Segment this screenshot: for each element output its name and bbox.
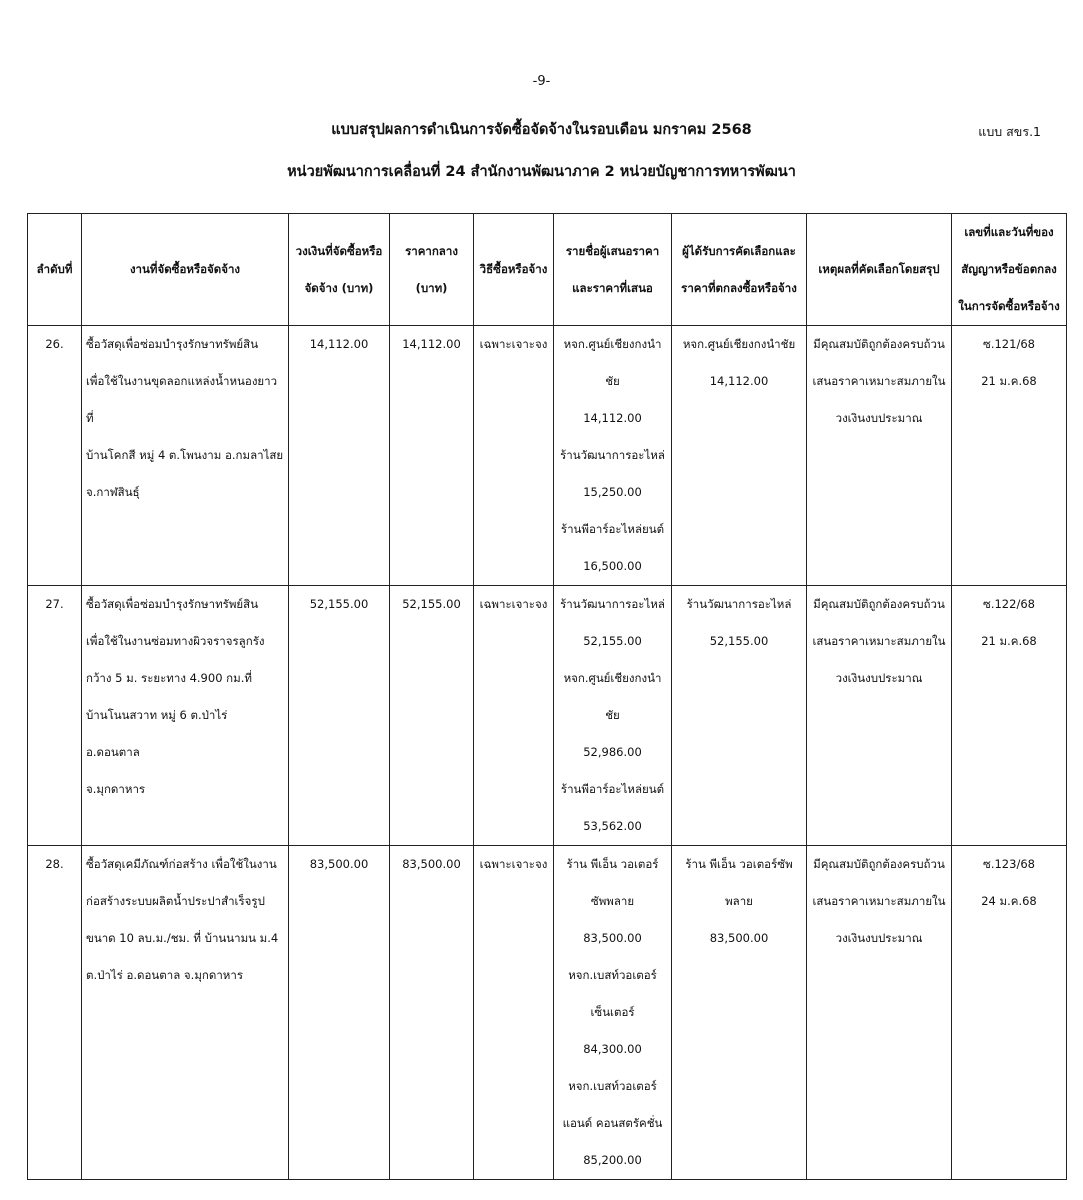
row-reason: มีคุณสมบัติถูกต้องครบถ้วน เสนอราคาเหมาะสมภายใน วงเงินงบประมาณ: [807, 326, 952, 586]
row-method: เฉพาะเจาะจง: [474, 846, 554, 1180]
row-contract: ซ.122/68 21 ม.ค.68: [952, 586, 1067, 846]
table-row: [28, 846, 1067, 1180]
row-item: ซื้อวัสดุเพื่อซ่อมบำรุงรักษาทรัพย์สิน เพื่อใช้ในงานซ่อมทางผิวจราจรลูกรัง กว้าง 5 ม. ระยะทาง 4.900 กม.ที่ บ้านโนนสวาท หมู่ 6 ต.ป่าไร่ อ.ดอนตาล จ.มุกดาหาร: [82, 586, 289, 846]
row-budget: 83,500.00: [289, 846, 390, 1180]
row-median-price: 52,155.00: [390, 586, 474, 846]
procurement-summary-table: [27, 213, 1067, 1180]
row-no: 28.: [28, 846, 82, 1180]
page-number: -9-: [532, 74, 551, 89]
header-bidders: รายชื่อผู้เสนอราคา และราคาที่เสนอ: [554, 214, 672, 326]
header-reason: เหตุผลที่คัดเลือกโดยสรุป: [807, 214, 952, 326]
form-code: แบบ สขร.1: [978, 124, 1041, 139]
row-bidders: หจก.ศูนย์เชียงกงนำชัย 14,112.00 ร้านวัฒนาการอะไหล่ 15,250.00 ร้านพีอาร์อะไหล่ยนต์ 16,500.00: [554, 326, 672, 586]
row-no: 27.: [28, 586, 82, 846]
row-budget: 14,112.00: [289, 326, 390, 586]
header-budget: วงเงินที่จัดซื้อหรือ จัดจ้าง (บาท): [289, 214, 390, 326]
row-bidders: ร้านวัฒนาการอะไหล่ 52,155.00 หจก.ศูนย์เชียงกงนำชัย 52,986.00 ร้านพีอาร์อะไหล่ยนต์ 53,562.00: [554, 586, 672, 846]
row-winner: ร้าน พีเอ็น วอเตอร์ซัพ พลาย 83,500.00: [672, 846, 807, 1180]
table-header-row: [28, 214, 1067, 326]
header-item: งานที่จัดซื้อหรือจัดจ้าง: [82, 214, 289, 326]
row-item: ซื้อวัสดุเคมีภัณฑ์ก่อสร้าง เพื่อใช้ในงาน ก่อสร้างระบบผลิตน้ำประปาสำเร็จรูป ขนาด 10 ลบ.ม./ชม. ที่ บ้านนามน ม.4 ต.ป่าไร่ อ.ดอนตาล จ.มุกดาหาร: [82, 846, 289, 1180]
row-method: เฉพาะเจาะจง: [474, 586, 554, 846]
row-reason: มีคุณสมบัติถูกต้องครบถ้วน เสนอราคาเหมาะสมภายใน วงเงินงบประมาณ: [807, 846, 952, 1180]
row-no: 26.: [28, 326, 82, 586]
table-row: [28, 586, 1067, 846]
agency-subtitle: หน่วยพัฒนาการเคลื่อนที่ 24 สำนักงานพัฒนาภาค 2 หน่วยบัญชาการทหารพัฒนา: [287, 164, 796, 180]
row-contract: ซ.123/68 24 ม.ค.68: [952, 846, 1067, 1180]
header-no: ลำดับที่: [28, 214, 82, 326]
row-reason: มีคุณสมบัติถูกต้องครบถ้วน เสนอราคาเหมาะสมภายใน วงเงินงบประมาณ: [807, 586, 952, 846]
row-budget: 52,155.00: [289, 586, 390, 846]
header-winner: ผู้ได้รับการคัดเลือกและ ราคาที่ตกลงซื้อหรือจ้าง: [672, 214, 807, 326]
row-contract: ซ.121/68 21 ม.ค.68: [952, 326, 1067, 586]
table-row: [28, 326, 1067, 586]
row-median-price: 83,500.00: [390, 846, 474, 1180]
row-winner: ร้านวัฒนาการอะไหล่ 52,155.00: [672, 586, 807, 846]
row-bidders: ร้าน พีเอ็น วอเตอร์ ซัพพลาย 83,500.00 หจก.เบสท์วอเตอร์ เซ็นเตอร์ 84,300.00 หจก.เบสท์วอเตอร์ แอนด์ คอนสตรัคชั่น 85,200.00: [554, 846, 672, 1180]
header-method: วิธีซื้อหรือจ้าง: [474, 214, 554, 326]
row-median-price: 14,112.00: [390, 326, 474, 586]
header-contract: เลขที่และวันที่ของ สัญญาหรือข้อตกลง ในการจัดซื้อหรือจ้าง: [952, 214, 1067, 326]
row-winner: หจก.ศูนย์เชียงกงนำชัย 14,112.00: [672, 326, 807, 586]
report-title: แบบสรุปผลการดำเนินการจัดซื้อจัดจ้างในรอบเดือน มกราคม 2568: [331, 122, 752, 138]
row-item: ซื้อวัสดุเพื่อซ่อมบำรุงรักษาทรัพย์สิน เพื่อใช้ในงานขุดลอกแหล่งน้ำหนองยาว ที่ บ้านโคกสี หมู่ 4 ต.โพนงาม อ.กมลาไสย จ.กาฬสินธุ์: [82, 326, 289, 586]
row-method: เฉพาะเจาะจง: [474, 326, 554, 586]
header-median-price: ราคากลาง (บาท): [390, 214, 474, 326]
